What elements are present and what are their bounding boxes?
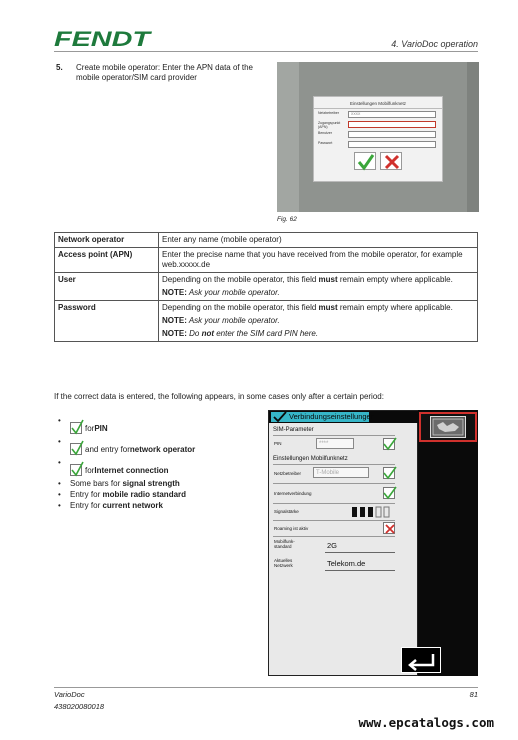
screen-side-panel: [418, 410, 478, 676]
table-value: Enter any name (mobile operator): [159, 233, 478, 248]
field-label: Passwort: [318, 141, 333, 145]
header-divider: [54, 51, 478, 52]
checkbox-icon: [70, 464, 82, 476]
internet-checkbox[interactable]: [383, 487, 395, 499]
logo-text: FENDT: [54, 29, 152, 49]
checkmark-icon: [383, 437, 397, 451]
list-item: • Entry for mobile radio standard: [58, 490, 258, 500]
table-row: [55, 233, 478, 248]
field-row-operator: [318, 111, 438, 118]
map-button[interactable]: [419, 412, 477, 442]
back-button[interactable]: [401, 647, 441, 673]
cross-icon: [381, 153, 403, 171]
checkmark-icon: [383, 466, 397, 480]
footer-divider: [54, 687, 478, 688]
checkbox-icon: [70, 443, 82, 455]
dialog-title: Einstellungen Mobilfunknetz: [314, 101, 442, 109]
pin-checkbox[interactable]: [383, 438, 395, 450]
internet-label: Internetverbindung: [274, 491, 312, 496]
list-item: • Entry for current network: [58, 501, 258, 511]
figure-62-image: [277, 62, 479, 212]
apn-input[interactable]: [348, 121, 436, 128]
return-arrow-icon: [402, 648, 442, 674]
page-number: 81: [469, 690, 478, 699]
terminal-right-bar: [467, 62, 479, 212]
watermark-url: www.epcatalogs.com: [358, 715, 494, 730]
table-value: Depending on the mobile operator, this field must remain empty where applicable. NOTE: Ask your mobile operator. NOTE: Do not enter the SIM card PIN here.: [159, 301, 478, 342]
table-key: Access point (APN): [55, 248, 159, 273]
checkbox-icon: [70, 422, 82, 434]
network-label: Aktuelles Netzwerk: [274, 558, 293, 568]
fendt-logo: [54, 29, 152, 49]
footer-document-name: VarioDoc: [54, 690, 85, 699]
apn-dialog: [313, 96, 443, 182]
section-title: 4. VarioDoc operation: [391, 39, 478, 49]
screen-title: Verbindungseinstellungen: [289, 412, 375, 421]
pin-field[interactable]: ****: [316, 438, 354, 449]
list-item: • and entry for network operator: [58, 437, 258, 457]
table-key: Network operator: [55, 233, 159, 248]
operator-label: Netzbetreiber: [274, 471, 302, 476]
figure-caption: Fig. 62: [277, 216, 297, 223]
signal-label: Signalstärke: [274, 509, 299, 514]
list-item: • for PIN: [58, 416, 258, 436]
sim-header: SIM-Parameter: [273, 427, 314, 433]
result-list: [58, 416, 258, 512]
table-value: Enter the precise name that you have received from the mobile operator, for example web.xxxxx.de: [159, 248, 478, 273]
operator-input[interactable]: XXXX: [348, 111, 436, 118]
field-row-apn: [318, 121, 438, 128]
connection-settings-screen: [268, 410, 418, 676]
user-input[interactable]: [348, 131, 436, 138]
table-key: User: [55, 273, 159, 301]
table-row: [55, 248, 478, 273]
field-row-password: [318, 141, 438, 148]
roaming-checkbox[interactable]: [383, 522, 395, 534]
password-input[interactable]: [348, 141, 436, 148]
mobile-network-header: Einstellungen Mobilfunknetz: [273, 456, 348, 462]
operator-field[interactable]: T-Mobile: [313, 467, 369, 478]
network-value: Telekom.de: [327, 559, 366, 568]
roaming-label: Roaming ist aktiv: [274, 526, 309, 531]
table-row: [55, 301, 478, 342]
list-item: • Some bars for signal strength: [58, 479, 258, 489]
standard-label: Mobilfunk-standard: [274, 539, 295, 549]
signal-bars-icon: [351, 504, 397, 518]
footer-document-number: 438020080018: [54, 702, 105, 711]
screen-title-bar: [269, 411, 419, 423]
field-label: Benutzer: [318, 131, 333, 135]
list-item: • for Internet connection: [58, 458, 258, 478]
operator-checkbox[interactable]: [383, 467, 395, 479]
table-key: Password: [55, 301, 159, 342]
standard-value: 2G: [327, 541, 338, 550]
pin-label: PIN: [274, 441, 282, 446]
apn-parameter-table: [54, 232, 478, 342]
step-text: Create mobile operator: Enter the APN data of the mobile operator/SIM card provider: [76, 63, 253, 82]
terminal-left-bar: [277, 62, 299, 212]
table-row: [55, 273, 478, 301]
map-icon: [430, 416, 466, 438]
cancel-button[interactable]: [380, 152, 402, 170]
field-row-user: [318, 131, 438, 138]
result-paragraph: If the correct data is entered, the following appears, in some cases only after a certain period:: [54, 392, 384, 401]
checkmark-icon: [383, 486, 397, 500]
checkmark-icon: [273, 412, 287, 422]
field-label: Netzbetreiber: [318, 111, 340, 115]
cross-icon: [384, 523, 396, 535]
step-number: 5.: [56, 63, 63, 72]
note: NOTE: Ask your mobile operator.: [162, 316, 280, 325]
note: NOTE: Do not enter the SIM card PIN here.: [162, 329, 319, 338]
checkmark-icon: [355, 153, 377, 171]
field-label: Zugangspunkt (APN): [318, 121, 341, 129]
table-value: Depending on the mobile operator, this field must remain empty where applicable. NOTE: Ask your mobile operator.: [159, 273, 478, 301]
note: NOTE: Ask your mobile operator.: [162, 288, 280, 297]
confirm-button[interactable]: [354, 152, 376, 170]
